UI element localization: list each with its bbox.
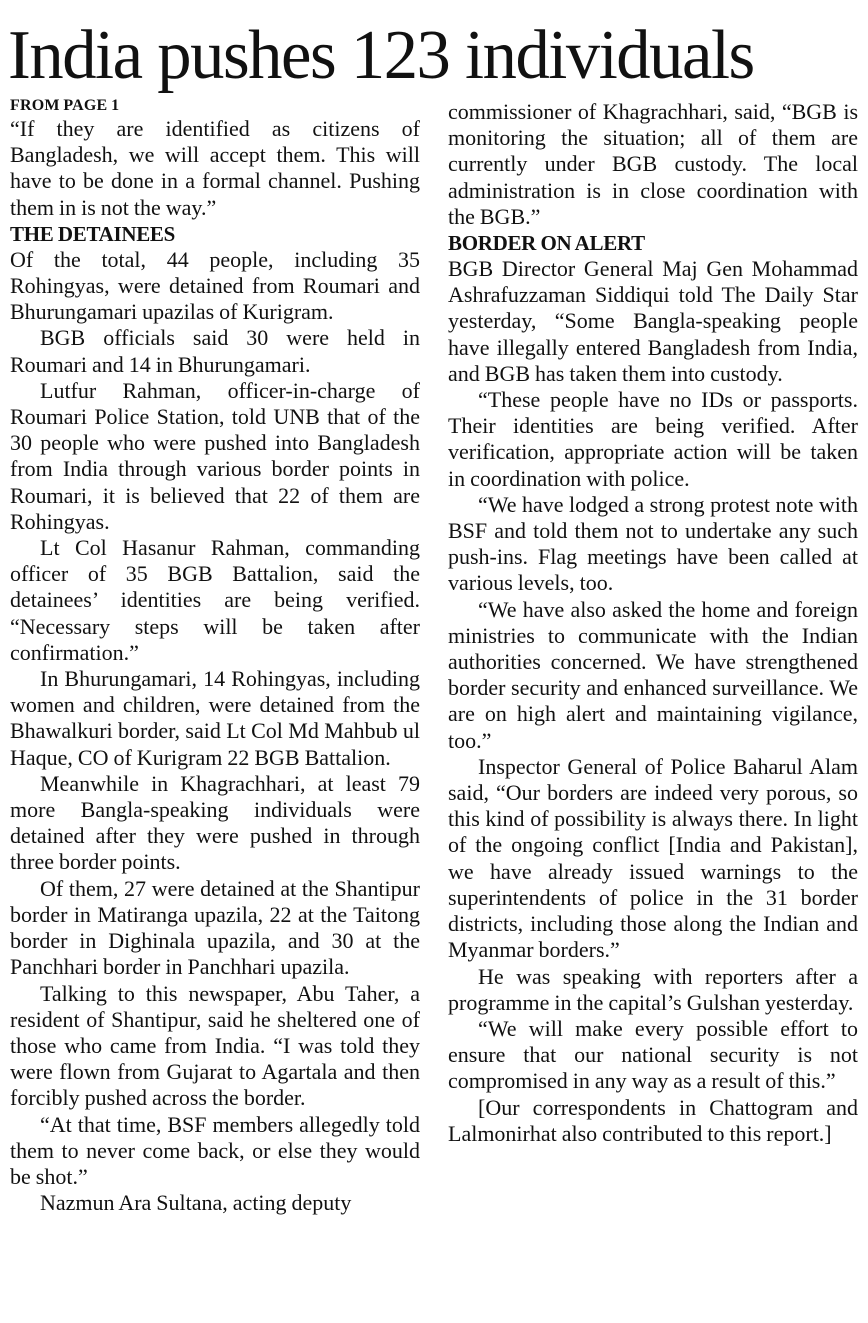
paragraph: He was speaking with reporters after a programme in the capital’s Gulshan yesterday.: [448, 963, 858, 1015]
paragraph: Meanwhile in Khagrachhari, at least 79 more Bangla-speaking individuals were detained after they were pushed in through three border points.: [10, 770, 420, 875]
paragraph: “At that time, BSF members allegedly told them to never come back, or else they would be shot.”: [10, 1111, 420, 1189]
paragraph: In Bhurungamari, 14 Rohingyas, including women and children, were detained from the Bhawalkuri border, said Lt Col Md Mahbub ul Haque, CO of Kurigram 22 BGB Battalion.: [10, 666, 420, 770]
paragraph: Lutfur Rahman, officer-in-charge of Roumari Police Station, told UNB that of the 30 people who were pushed into Bangladesh from India through various border points in Roumari, it is believed that 22 of them are Rohingyas.: [10, 377, 420, 534]
paragraph: “We have lodged a strong protest note with BSF and told them not to undertake any such push-ins. Flag meetings have been called at various levels, too.: [448, 491, 858, 596]
paragraph: Lt Col Hasanur Rahman, commanding officer of 35 BGB Battalion, said the detainees’ identities are being verified. “Necessary steps will be taken after confirmation.”: [10, 535, 420, 665]
subhead-border-on-alert: BORDER ON ALERT: [448, 231, 645, 256]
paragraph: Of them, 27 were detained at the Shantipur border in Matiranga upazila, 22 at the Taitong border in Dighinala upazila, and 30 at the Panchhari border in Panchhari upazila.: [10, 875, 420, 980]
right-column: [448, 99, 858, 1147]
paragraph: Nazmun Ara Sultana, acting deputy: [40, 1190, 352, 1216]
paragraph: commissioner of Khagrachhari, said, “BGB is monitoring the situation; all of them are currently under BGB custody. The local administration is in close coordination with the BGB.”: [448, 99, 858, 229]
paragraph: Of the total, 44 people, including 35 Rohingyas, were detained from Roumari and Bhurungamari upazilas of Kurigram.: [10, 246, 420, 325]
paragraph: [Our correspondents in Chattogram and Lalmonirhat also contributed to this report.]: [448, 1094, 858, 1146]
dateline: FROM PAGE 1: [10, 97, 120, 114]
left-column: [10, 96, 420, 1216]
paragraph: BGB officials said 30 were held in Roumari and 14 in Bhurungamari.: [10, 325, 420, 377]
paragraph: “If they are identified as citizens of Bangladesh, we will accept them. This will have to be done in a formal channel. Pushing them in is not the way.”: [10, 116, 420, 220]
paragraph: “We will make every possible effort to ensure that our national security is not compromised in any way as a result of this.”: [448, 1015, 858, 1094]
headline: India pushes 123 individuals: [8, 17, 754, 94]
paragraph: “These people have no IDs or passports. Their identities are being verified. After verification, appropriate action will be taken in coordination with police.: [448, 387, 858, 491]
paragraph: Inspector General of Police Baharul Alam said, “Our borders are indeed very porous, so this kind of possibility is always there. In light of the ongoing conflict [India and Pakistan], we have already issued warnings to the superintendents of police in the 31 border districts, including those along the Indian and Myanmar borders.”: [448, 753, 858, 963]
subhead-detainees: THE DETAINEES: [10, 221, 176, 246]
paragraph: “We have also asked the home and foreign ministries to communicate with the Indian authorities concerned. We have strengthened border security and enhanced surveillance. We are on high alert and maintaining vigilance, too.”: [448, 596, 858, 753]
paragraph: Talking to this newspaper, Abu Taher, a resident of Shantipur, said he sheltered one of those who came from India. “I was told they were flown from Gujarat to Agartala and then forcibly pushed across the border.: [10, 980, 420, 1111]
paragraph: BGB Director General Maj Gen Mohammad Ashrafuzzaman Siddiqui told The Daily Star yesterday, “Some Bangla-speaking people have illegally entered Bangladesh from India, and BGB has taken them into custody.: [448, 256, 858, 386]
